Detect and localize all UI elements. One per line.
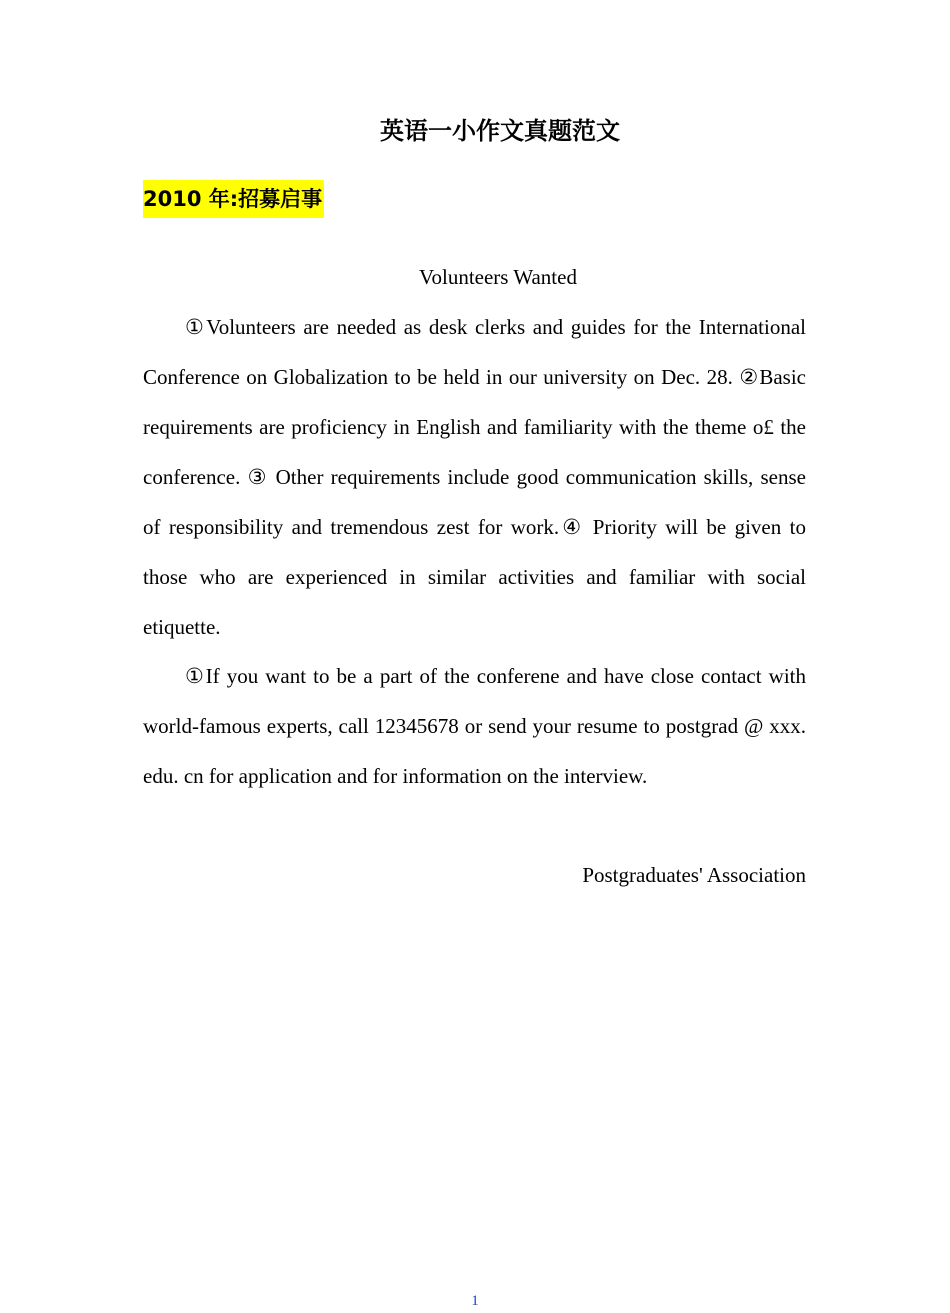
- signature: Postgraduates' Association: [582, 863, 806, 887]
- document-title: 英语一小作文真题范文: [380, 117, 620, 145]
- page-number: 1: [471, 1293, 479, 1309]
- essay-title: Volunteers Wanted: [419, 265, 577, 289]
- essay-paragraph-2: ①If you want to be a part of the conferene and have close contact with world-famous experts, call 12345678 or send your resume to postgrad @ xxx. edu. cn for application and for information on the interview.: [143, 664, 806, 788]
- section-heading-highlighted: 2010 年:招募启事: [143, 180, 324, 218]
- essay-paragraph-1: ①Volunteers are needed as desk clerks and guides for the International Conference on Globalization to be held in our university on Dec. 28. ②Basic requirements are proficiency in English and familiarity with the theme o£ the conference. ③ Other requirements include good communication skills, sense of responsibility and tremendous zest for work.④ Priority will be given to those who are experienced in similar activities and familiar with social etiquette.: [143, 315, 806, 639]
